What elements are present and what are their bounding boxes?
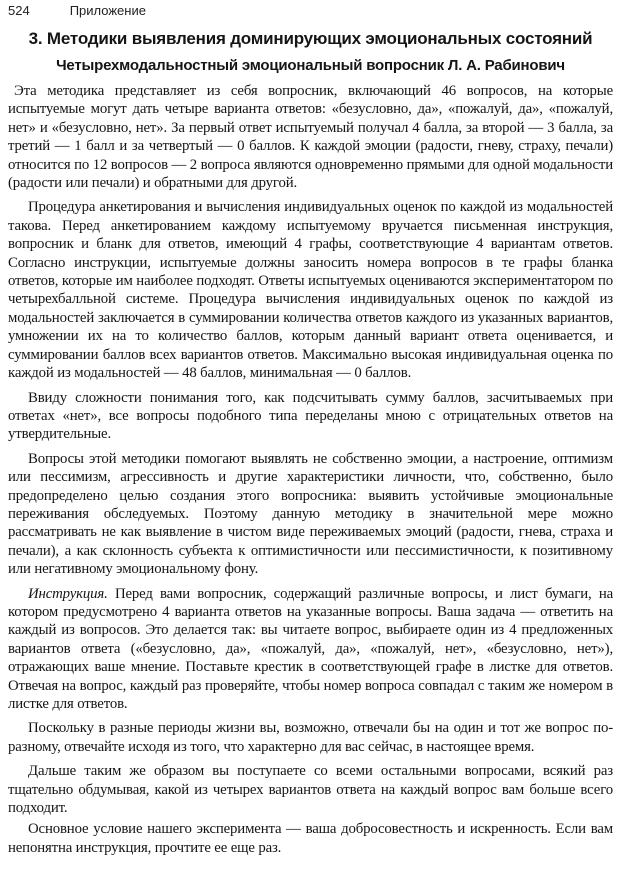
instruction-text: Перед вами вопросник, содержащий различные вопросы, и лист бумаги, на котором предусмотрено 4 варианта ответов на указанные вопросы. Ваша задача — ответить на каждый из вопросов. Это делается так: вы читаете вопрос, выбираете один из 4 предложенных вариантов ответа («безусловно, да», «пожалуй, да», «пожалуй, нет», «безусловно, нет»), отражающих ваше мнение. Поставьте крестик в соответствующей графе в листке для ответов. Отвечая на вопрос, каждый раз проверяйте, чтобы номер вопроса совпадал с таким же номером в листке для ответов. xyxy=(8,585,613,712)
body-text xyxy=(8,82,613,857)
paragraph: Эта методика представляет из себя вопросник, включающий 46 вопросов, на которые испытуемые могут дать четыре варианта ответов: «безусловно, да», «пожалуй, да», «пожалуй, нет» и «безусловно, нет». За первый ответ испытуемый получал 4 балла, за второй — 3 балла, за третий — 1 балл и за четвертый — 0 баллов. К каждой эмоции (радости, гневу, страху, печали) относится по 12 вопросов — 2 вопроса являются одновременно прямыми для одной модальности (радости или печали) и обратными для другой. xyxy=(8,83,613,192)
paragraph: Дальше таким же образом вы поступаете со всеми остальными вопросами, всякий раз тщательно обдумывая, какой из четырех вариантов ответа на каждый вопрос вам больше всего подходит. xyxy=(8,763,613,817)
instruction-paragraph xyxy=(8,585,613,714)
instruction-label: Инструкция. xyxy=(28,585,108,602)
paragraph: Вопросы этой методики помогают выявлять не собственно эмоции, а настроение, оптимизм или пессимизм, агрессивность и другие характеристики личности, что, собственно, было предопределено целью создания этого вопросника: выявить устойчивые эмоциональные переживания обследуемых. Поэтому данную методику в значительной мере можно рассматривать не как выявление в чистом виде переживаемых эмоций (радости, гнева, страха и печали), а как склонность субъекта к оптимистичности или пессимистичности, к позитивному или негативному эмоциональному фону. xyxy=(8,450,613,578)
paragraph: Поскольку в разные периоды жизни вы, возможно, отвечали бы на один и тот же вопрос по-разному, отвечайте исходя из того, что характерно для вас сейчас, в настоящее время. xyxy=(8,720,613,755)
page-number: 524 xyxy=(8,3,30,18)
running-head-section: Приложение xyxy=(69,3,146,18)
paragraph: Процедура анкетирования и вычисления индивидуальных оценок по каждой из модальностей такова. Перед анкетированием каждому испытуемому вручается письменная инструкция, вопросник и бланк для ответов, имеющий 4 графы, соответствующие 4 вариантам ответов. Согласно инструкции, испытуемые должны заносить номера вопросов в те графы бланка ответов, которые им наиболее подходят. Ответы испытуемых оцениваются экспериментатором по четырехбалльной системе. Процедура вычисления индивидуальных оценок по каждой из модальностей заключается в суммировании количества ответов каждого из указанных вариантов, умножении их на то количество баллов, которым данный вариант ответа оценивается, и суммировании баллов всех вариантов ответов. Максимально высокая индивидуальная оценка по каждой из модальностей — 48 баллов, минимальная — 0 баллов. xyxy=(8,199,613,382)
questionnaire-title: Четырехмодальностный эмоциональный вопросник Л. А. Рабинович xyxy=(56,57,565,74)
paragraph: Основное условие нашего эксперимента — ваша добросовестность и искренность. Если вам непонятна инструкция, прочтите ее еще раз. xyxy=(8,821,613,856)
paragraph: Ввиду сложности понимания того, как подсчитывать сумму баллов, засчитываемых при ответах «нет», все вопросы подобного типа переделаны мною с отрицательных ответов на утвердительные. xyxy=(8,389,613,443)
section-title: 3. Методики выявления доминирующих эмоциональных состояний xyxy=(28,29,593,48)
running-head xyxy=(8,0,613,18)
